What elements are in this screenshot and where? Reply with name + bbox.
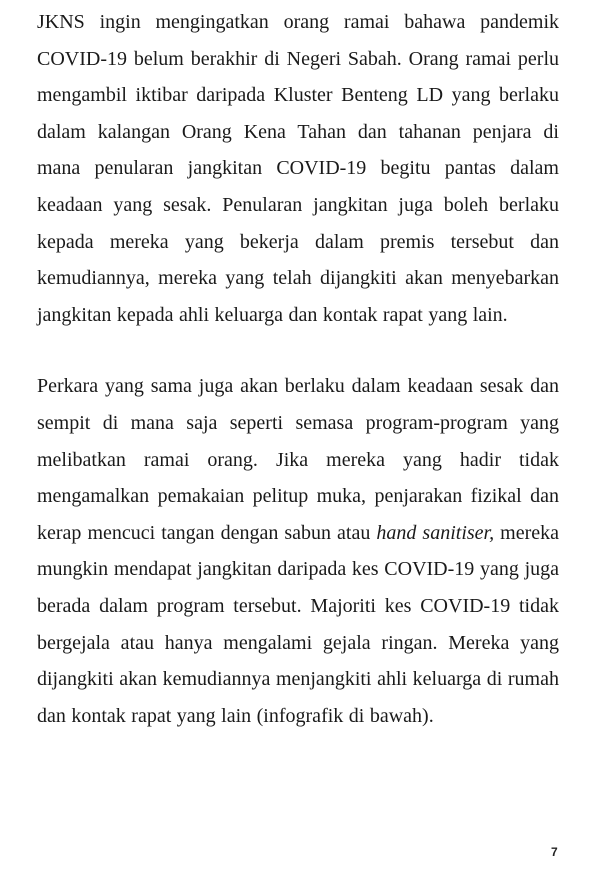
text-line-with-italic (37, 515, 559, 552)
text-line: dijangkiti akan kemudiannya menjangkiti ahli keluarga di rumah (37, 668, 559, 691)
text-line: keadaan yang sesak. Penularan jangkitan juga boleh berlaku (37, 193, 559, 216)
text-line: dan kontak rapat yang lain (infografik di bawah). (37, 704, 434, 727)
text-line: kemudiannya, mereka yang telah dijangkiti akan menyebarkan (37, 267, 559, 290)
page-number: 7 (551, 845, 558, 859)
text-line: bergejala atau hanya mengalami gejala ringan. Mereka yang (37, 631, 559, 654)
text-line: sempit di mana saja seperti semasa program-program yang (37, 411, 559, 434)
text-line: COVID-19 belum berakhir di Negeri Sabah. Orang ramai perlu (37, 47, 559, 70)
text-line: dalam kalangan Orang Kena Tahan dan tahanan penjara di (37, 120, 559, 143)
text-line: mungkin mendapat jangkitan daripada kes COVID-19 yang juga (37, 558, 559, 581)
text-line: berada dalam program tersebut. Majoriti kes COVID-19 tidak (37, 594, 559, 617)
text-segment: kerap mencuci tangan dengan sabun atau (37, 521, 377, 544)
paragraph-1 (37, 4, 559, 333)
text-line: melibatkan ramai orang. Jika mereka yang hadir tidak (37, 448, 559, 471)
paragraph-2 (37, 368, 559, 734)
text-line: mengamalkan pemakaian pelitup muka, penjarakan fizikal dan (37, 485, 559, 508)
text-line: JKNS ingin mengingatkan orang ramai bahawa pandemik (37, 11, 559, 33)
text-segment: mereka (494, 521, 559, 544)
text-line: mengambil iktibar daripada Kluster Benteng LD yang berlaku (37, 84, 559, 107)
italic-term: hand sanitiser, (376, 521, 495, 544)
text-line: Perkara yang sama juga akan berlaku dalam keadaan sesak dan (37, 375, 559, 398)
text-line: kepada mereka yang bekerja dalam premis tersebut dan (37, 230, 559, 253)
document-body (37, 4, 559, 734)
text-line: mana penularan jangkitan COVID-19 begitu pantas dalam (37, 157, 559, 180)
text-line: jangkitan kepada ahli keluarga dan kontak rapat yang lain. (37, 303, 508, 326)
